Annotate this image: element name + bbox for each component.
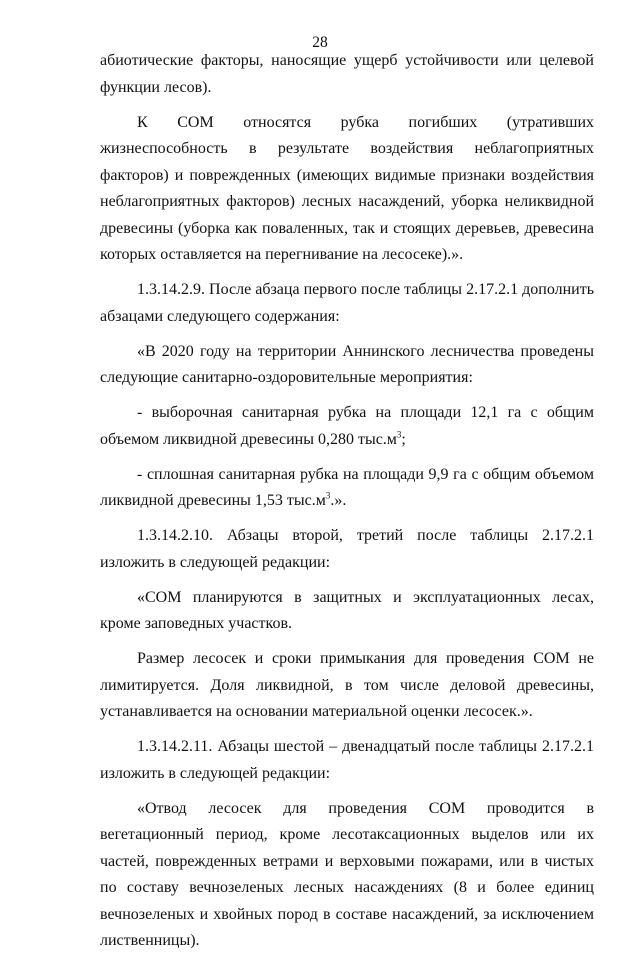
paragraph	[100, 734, 594, 787]
text-segment: - выборочная санитарная рубка на площади 12,1 га с общим объемом ликвидной древесины 0,280 тыс.м	[100, 404, 594, 448]
page-number: 28	[312, 34, 328, 51]
paragraph	[100, 796, 594, 955]
paragraph	[100, 277, 594, 330]
document-body	[100, 48, 594, 963]
text-segment: Размер лесосек и сроки примыкания для проведения СОМ не лимитируется. Доля ликвидной, в том числе деловой древесины, устанавливается на основании материальной оценки лесосек.».	[100, 650, 594, 720]
text-segment: К СОМ относятся рубка погибших (утративших жизнеспособность в результате воздействия неблагоприятных факторов) и поврежденных (имеющих видимые признаки воздействия неблагоприятных факторов) лесных насаждений, уборка неликвидной древесины (уборка как поваленных, так и стоящих деревьев, древесина которых оставляется на перегнивание на лесосеке).».	[100, 113, 594, 263]
text-segment: «СОМ планируются в защитных и эксплуатационных лесах, кроме заповедных участков.	[100, 588, 594, 632]
text-segment: абиотические факторы, наносящие ущерб устойчивости или целевой функции лесов).	[100, 52, 594, 96]
paragraph	[100, 339, 594, 392]
superscript: 3	[325, 490, 331, 501]
paragraph	[100, 585, 594, 638]
text-segment: .».	[330, 492, 347, 509]
text-segment: - сплошная санитарная рубка на площади 9,9 га с общим объемом ликвидной древесины 1,53 тыс.м	[100, 465, 594, 509]
text-segment: «Отвод лесосек для проведения СОМ проводится в вегетационный период, кроме лесотаксационных выделов или их частей, поврежденных ветрами и верховыми пожарами, или в чистых по составу вечнозеленых лесных насаждениях (8 и более единиц вечнозеленых и хвойных пород в составе насаждений, за исключением лиственницы).	[100, 799, 594, 949]
text-segment: 1.3.14.2.11. Абзацы шестой – двенадцатый после таблицы 2.17.2.1 изложить в следующей редакции:	[100, 738, 594, 782]
text-segment: ;	[401, 430, 406, 448]
paragraph	[100, 400, 594, 453]
text-segment: 1.3.14.2.9. После абзаца первого после таблицы 2.17.2.1 дополнить абзацами следующего содержания:	[100, 281, 594, 325]
paragraph	[100, 523, 594, 576]
text-segment: 1.3.14.2.10. Абзацы второй, третий после таблицы 2.17.2.1 изложить в следующей редакции:	[100, 527, 594, 571]
paragraph	[100, 462, 594, 515]
paragraph	[100, 110, 594, 269]
text-segment: «В 2020 году на территории Аннинского лесничества проведены следующие санитарно-оздоровительные мероприятия:	[100, 342, 594, 386]
paragraph	[100, 48, 594, 101]
superscript: 3	[396, 429, 402, 440]
paragraph	[100, 646, 594, 726]
